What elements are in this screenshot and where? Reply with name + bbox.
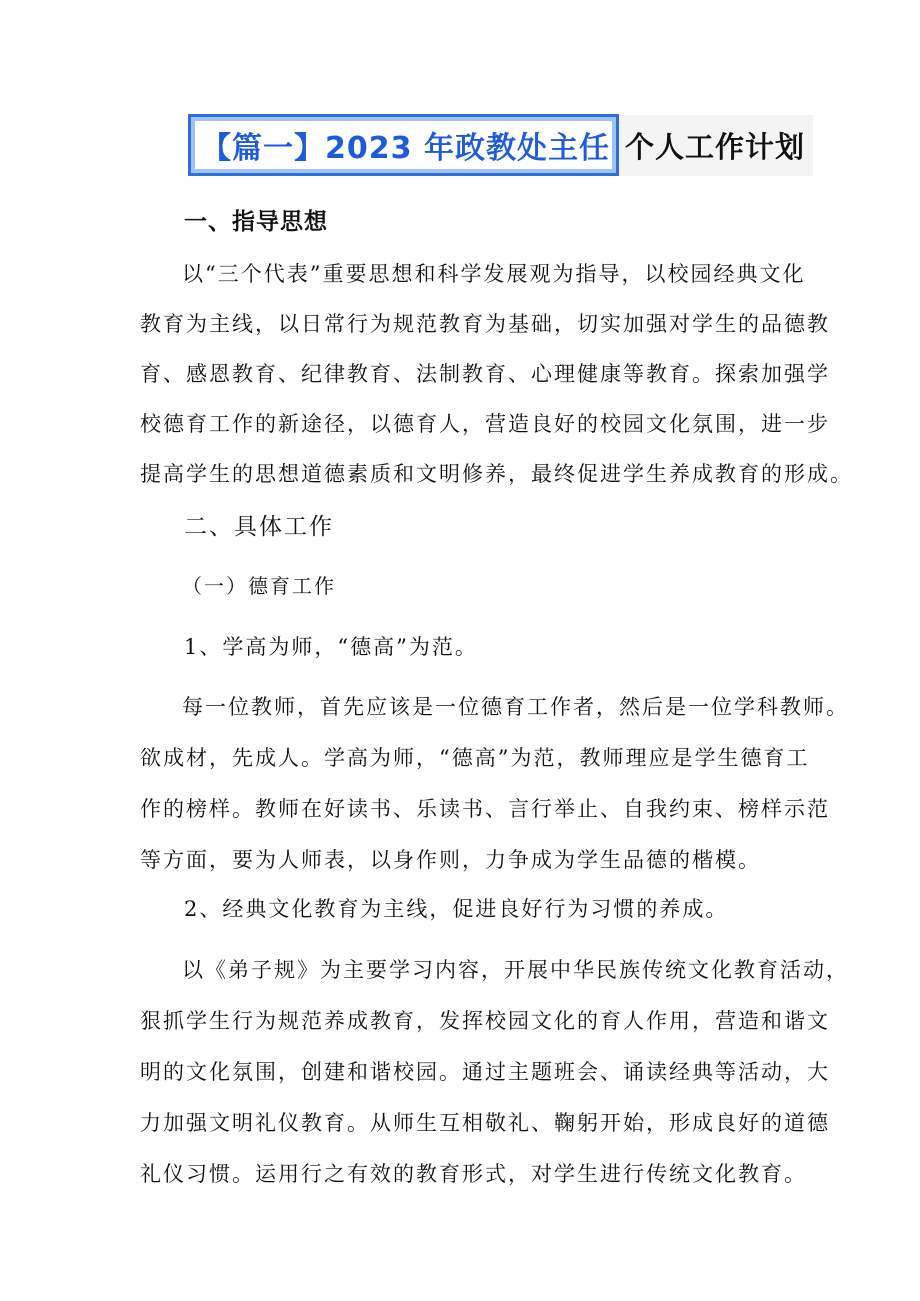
paragraph-item-1 [140, 682, 849, 886]
paragraph-guiding-thought [140, 249, 853, 499]
paragraph-line: 教育为主线，以日常行为规范教育为基础，切实加强对学生的品德教 [140, 312, 830, 336]
paragraph-line: 每一位教师，首先应该是一位德育工作者，然后是一位学科教师。 [182, 695, 849, 719]
section-heading-specific-work: 二、具体工作 [184, 514, 334, 540]
subsection-heading-moral-education: （一）德育工作 [182, 574, 336, 598]
paragraph-line: 育、感恩教育、纪律教育、法制教育、心理健康等教育。探索加强学 [140, 362, 830, 386]
item-heading-2: 2、经典文化教育为主线，促进良好行为习惯的养成。 [184, 897, 729, 921]
paragraph-line: 以“三个代表”重要思想和科学发展观为指导，以校园经典文化 [182, 262, 806, 286]
paragraph-line: 以《弟子规》为主要学习内容，开展中华民族传统文化教育活动， [182, 958, 849, 982]
paragraph-item-2 [140, 945, 849, 1200]
paragraph-line: 明的文化氛围，创建和谐校园。通过主题班会、诵读经典等活动，大 [140, 1060, 830, 1084]
title-remaining-part: 个人工作计划 [619, 115, 813, 176]
paragraph-line: 校德育工作的新途径，以德育人，营造良好的校园文化氛围，进一步 [140, 412, 830, 436]
section-heading-guiding-thought: 一、指导思想 [184, 209, 328, 235]
paragraph-line: 力加强文明礼仪教育。从师生互相敬礼、鞠躬开始，形成良好的道德 [140, 1111, 830, 1135]
paragraph-line: 狠抓学生行为规范养成教育，发挥校园文化的育人作用，营造和谐文 [140, 1009, 830, 1033]
item-heading-1: 1、学高为师，“德高”为范。 [184, 635, 478, 659]
paragraph-line: 礼仪习惯。运用行之有效的教育形式，对学生进行传统文化教育。 [140, 1162, 807, 1186]
paragraph-line: 作的榜样。教师在好读书、乐读书、言行举止、自我约束、榜样示范 [140, 797, 830, 821]
paragraph-line: 欲成材，先成人。学高为师，“德高”为范，教师理应是学生德育工 [140, 746, 810, 770]
paragraph-line: 等方面，要为人师表，以身作则，力争成为学生品德的楷模。 [140, 848, 761, 872]
paragraph-line: 提高学生的思想道德素质和文明修养，最终促进学生养成教育的形成。 [140, 462, 853, 486]
title-highlighted-part: 【篇一】2023 年政教处主任 [188, 114, 619, 176]
document-title [188, 112, 813, 178]
